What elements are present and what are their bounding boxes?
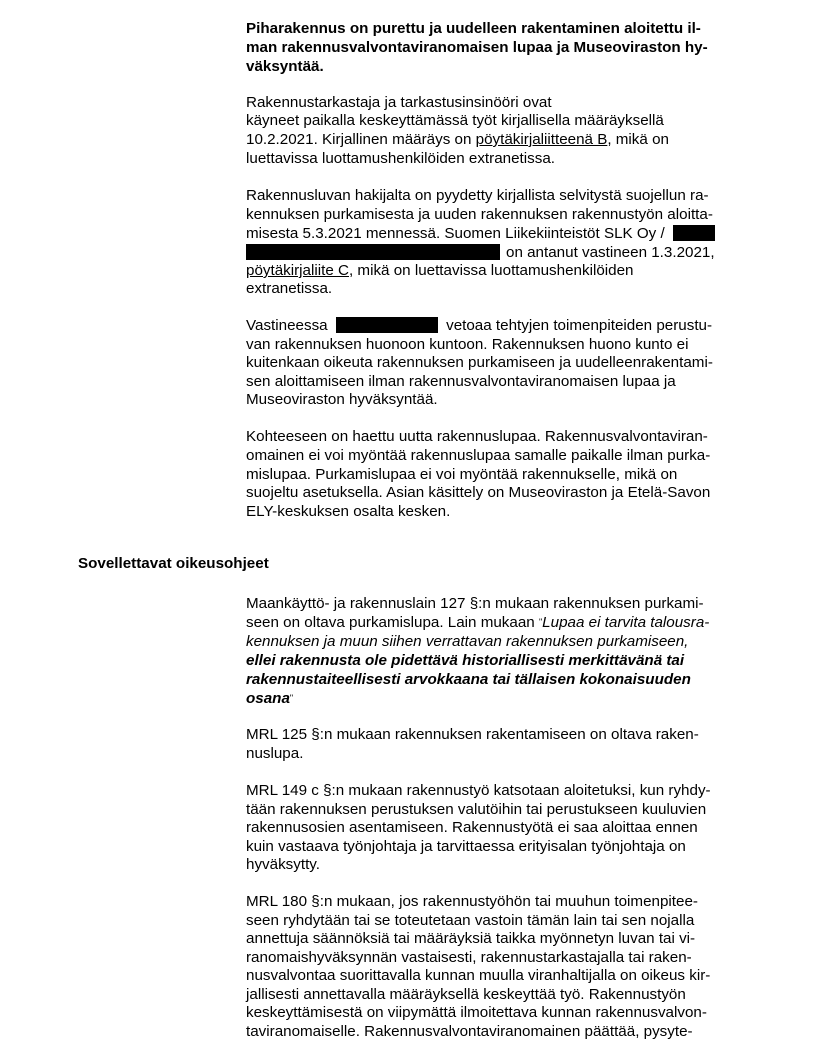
p1-text: , mikä on [607,131,669,148]
p2-text: on antanut vastineen 1.3.2021, [506,244,715,261]
s4-line-6: jallisesti annettavalla määräyksellä keskeyttää työ. Rakennustyön [246,986,686,1003]
p2-line-5 [246,261,633,280]
p2-line-1: Rakennusluvan hakijalta on pyydetty kirjallista selvitystä suojellun ra- [246,187,709,204]
p2-line-3 [246,224,715,243]
s4-line-3: annettuja säännöksiä tai määräyksiä taikka myönnetyn luvan tai vi- [246,930,696,947]
p3-line-4: sen aloittamiseen ilman rakennusvalvontaviranomaisen lupaa ja [246,373,676,390]
s4-line-7: keskeyttämisestä on viipymättä ilmoitettava kunnan rakennusvalvon- [246,1004,707,1021]
quote-text: osana [246,690,290,707]
p4-line-3: mislupaa. Purkamislupaa ei voi myöntää rakennukselle, mikä on [246,466,678,483]
s3-line-4: kuin vastaava työnjohtaja ja tarvittaessa erityisalan työnjohtaja on [246,838,686,855]
p1-line-3 [246,130,669,149]
p2-text: misesta 5.3.2021 mennessä. Suomen Liikekiinteistöt SLK Oy / [246,225,665,242]
p2-line-4 [246,243,715,262]
s1-line-3: kennuksen ja muun siihen verrattavan rakennuksen purkamiseen, [246,633,689,650]
p1-line-1: Rakennustarkastaja ja tarkastusinsinööri ovat [246,94,552,111]
s3-line-5: hyväksytty. [246,856,320,873]
quote-text: Lupaa ei tarvita talousra- [542,614,710,631]
s2-line-1: MRL 125 §:n mukaan rakennuksen rakentamiseen on oltava raken- [246,726,699,743]
attachment-c-link[interactable]: pöytäkirjaliite C [246,262,349,279]
p1-line-4: luettavissa luottamushenkilöiden extranetissa. [246,150,555,167]
s3-line-1: MRL 149 c §:n mukaan rakennustyö katsotaan aloitetuksi, kun ryhdy- [246,782,711,799]
p2-line-2: kennuksen purkamisesta ja uuden rakennuksen rakennustyön aloitta- [246,206,713,223]
redaction-bar [673,225,715,241]
redaction-bar [246,244,500,260]
s2-line-2: nuslupa. [246,745,304,762]
s4-line-4: ranomaishyväksynnän vastaisesti, rakennustarkastajalla tai raken- [246,949,692,966]
p3-text: Vastineessa [246,317,328,334]
heading-line-2: man rakennusvalvontaviranomaisen lupaa ja Museoviraston hy- [246,39,708,56]
s1-line-2 [246,613,709,632]
s4-line-5: nusvalvontaa suorittavalla kunnan muulla viranhaltijalla on oikeus kir- [246,967,711,984]
p4-line-1: Kohteeseen on haettu uutta rakennuslupaa. Rakennusvalvontaviran- [246,428,708,445]
redaction-bar [336,317,438,333]
s4-line-1: MRL 180 §:n mukaan, jos rakennustyöhön tai muuhun toimenpitee- [246,893,698,910]
s3-line-2: tään rakennuksen perustuksen valutöihin tai perustukseen kuuluvien [246,801,707,818]
s3-line-3: rakennusosien asentamiseen. Rakennustyötä ei saa aloittaa ennen [246,819,698,836]
s4-line-2: seen ryhdytään tai se toteutetaan vastoin tämän lain tai sen nojalla [246,912,695,929]
s4-line-8: taviranomaiselle. Rakennusvalvontaviranomainen päättää, pysyte- [246,1023,693,1040]
s1-line-1: Maankäyttö- ja rakennuslain 127 §:n mukaan rakennuksen purkami- [246,595,704,612]
p3-line-5: Museoviraston hyväksyntää. [246,391,438,408]
s1-line-6 [246,689,293,708]
attachment-b-link[interactable]: pöytäkirjaliitteenä B [475,131,608,148]
s1-line-4: ellei rakennusta ole pidettävä historiallisesti merkittävänä tai [246,652,685,669]
p3-line-2: van rakennuksen huonoon kuntoon. Rakennuksen huono kunto ei [246,336,689,353]
p4-line-4: suojeltu asetuksella. Asian käsittely on Museoviraston ja Etelä-Savon [246,484,711,501]
quote-mark: " [538,617,543,627]
heading-line-3: väksyntää. [246,58,324,75]
heading-line-1: Piharakennus on purettu ja uudelleen rakentaminen aloitettu il- [246,20,701,37]
p1-text: 10.2.2021. Kirjallinen määräys on [246,131,476,148]
section-title: Sovellettavat oikeusohjeet [78,555,269,572]
p4-line-5: ELY-keskuksen osalta kesken. [246,503,451,520]
p4-line-2: omainen ei voi myöntää rakennuslupaa samalle paikalle ilman purka- [246,447,711,464]
p2-line-6: extranetissa. [246,280,333,297]
p3-line-1 [246,316,712,335]
p2-text: , mikä on luettavissa luottamushenkilöiden [348,262,634,279]
p1-line-2: käyneet paikalla keskeyttämässä työt kirjallisella määräyksellä [246,112,664,129]
s1-line-5: rakennustaiteellisesti arvokkaana tai tällaisen kokonaisuuden [246,671,691,688]
quote-mark: " [289,693,294,703]
p3-text: vetoaa tehtyjen toimenpiteiden perustu- [446,317,713,334]
s1-text: seen on oltava purkamislupa. Lain mukaan [246,614,539,631]
p3-line-3: kuitenkaan oikeuta rakennuksen purkamiseen ja uudelleenrakentami- [246,354,713,371]
